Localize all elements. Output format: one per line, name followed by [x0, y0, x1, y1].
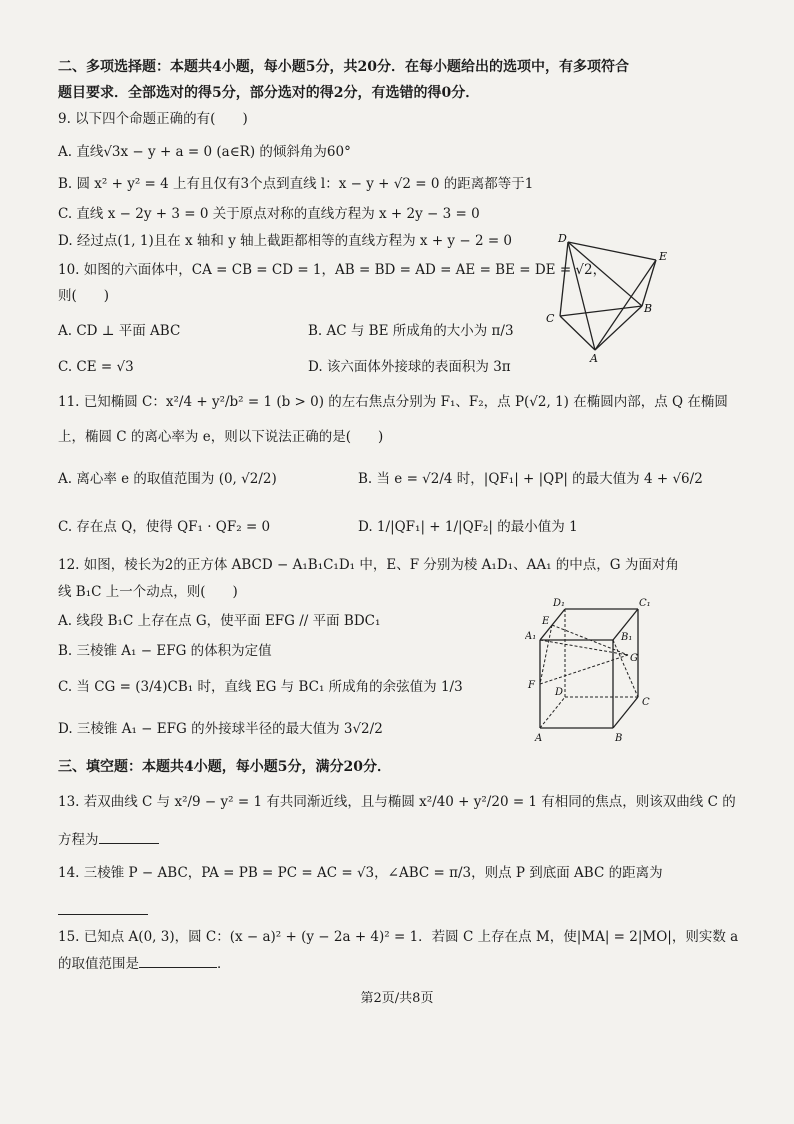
label-d1: D₁	[553, 598, 566, 609]
q14-answer-blank[interactable]	[58, 900, 148, 915]
label-a: A	[590, 352, 598, 365]
edge-a-d	[540, 697, 565, 728]
q12-cube-figure	[525, 595, 665, 745]
label-f: F	[528, 680, 535, 691]
q13-stem-line2	[58, 831, 159, 849]
q10-option-a: A. CD ⊥ 平面 ABC	[58, 323, 181, 339]
section2-heading-line2: 题目要求．全部选对的得5分，部分选对的得2分，有选错的得0分．	[58, 85, 480, 101]
q13-stem-line1: 13. 若双曲线 C 与 x²/9 − y² = 1 有共同渐近线，且与椭圆 x²/40 + y²/20 = 1 有相同的焦点，则该双曲线 C 的	[58, 794, 736, 810]
q15-stem-line1: 15. 已知点 A(0, 3)，圆 C：(x − a)² + (y − 2a + 4)² = 1．若圆 C 上存在点 M，使|MA| = 2|MO|，则实数 a	[58, 929, 739, 945]
label-e: E	[659, 250, 668, 263]
label-e: E	[542, 616, 550, 627]
q12-stem-line2: 线 B₁C 上一个动点，则( )	[58, 584, 238, 600]
label-b: B	[644, 302, 653, 315]
q9-option-d: D. 经过点(1, 1)且在 x 轴和 y 轴上截距都相等的直线方程为 x + y − 2 = 0	[58, 233, 513, 249]
seg-e-f	[540, 625, 552, 684]
label-c: C	[642, 697, 650, 708]
q12-stem-line1: 12. 如图，棱长为2的正方体 ABCD − A₁B₁C₁D₁ 中，E、F 分别为棱 A₁D₁、AA₁ 的中点，G 为面对角	[58, 557, 679, 573]
diag-b1-c	[613, 640, 638, 697]
q10-hexahedron-figure	[540, 230, 680, 365]
q14-answer-line	[58, 900, 148, 920]
edge-ca	[560, 316, 595, 350]
q15-answer-blank[interactable]	[139, 967, 217, 968]
q12-option-c: C. 当 CG = (3/4)CB₁ 时，直线 EG 与 BC₁ 所成角的余弦值为 1/3	[58, 679, 463, 695]
q10-stem-line2: 则( )	[58, 288, 110, 304]
q12-option-b: B. 三棱锥 A₁ − EFG 的体积为定值	[58, 643, 272, 659]
q12-option-a: A. 线段 B₁C 上存在点 G，使平面 EFG // 平面 BDC₁	[58, 613, 381, 629]
edge-eb	[642, 260, 656, 306]
q12-option-d: D. 三棱锥 A₁ − EFG 的外接球半径的最大值为 3√2/2	[58, 721, 383, 737]
q15-stem-line2	[58, 955, 231, 973]
q14-stem: 14. 三棱锥 P − ABC，PA = PB = PC = AC = √3，∠ABC = π/3，则点 P 到底面 ABC 的距离为	[58, 865, 663, 881]
q9-option-c: C. 直线 x − 2y + 3 = 0 关于原点对称的直线方程为 x + 2y − 3 = 0	[58, 206, 480, 222]
edge-de	[568, 242, 656, 260]
label-b1: B₁	[621, 632, 633, 643]
q9-option-b: B. 圆 x² + y² = 4 上有且仅有3个点到直线 l：x − y + √2 = 0 的距离都等于1	[58, 176, 534, 192]
edge-db	[568, 242, 642, 306]
q11-stem-line2: 上，椭圆 C 的离心率为 e，则以下说法正确的是( )	[58, 429, 384, 445]
label-b: B	[615, 733, 623, 744]
q11-stem-line1: 11. 已知椭圆 C：x²/4 + y²/b² = 1 (b > 0) 的左右焦点分别为 F₁、F₂，点 P(√2, 1) 在椭圆内部，点 Q 在椭圆	[58, 394, 728, 410]
q11-option-a: A. 离心率 e 的取值范围为 (0, √2/2)	[58, 471, 277, 487]
q10-option-d: D. 该六面体外接球的表面积为 3π	[308, 359, 511, 375]
q11-option-d: D. 1/|QF₁| + 1/|QF₂| 的最小值为 1	[358, 519, 578, 535]
q9-stem: 9. 以下四个命题正确的有( )	[58, 111, 248, 127]
section2-heading-line1: 二、多项选择题：本题共4小题，每小题5分，共20分．在每小题给出的选项中，有多项符合	[58, 59, 629, 75]
q13-label: 方程为	[58, 832, 99, 848]
edge-dc	[560, 242, 568, 316]
edge-ab	[595, 306, 642, 350]
q11-option-c: C. 存在点 Q，使得 QF₁ · QF₂ = 0	[58, 519, 271, 535]
q10-option-c: C. CE = √3	[58, 359, 134, 375]
edge-cb	[560, 306, 642, 316]
label-a: A	[535, 733, 543, 744]
q15-period: ．	[217, 956, 231, 972]
page-footer: 第2页/共8页	[360, 991, 434, 1006]
q9-option-a: A. 直线√3x − y + a = 0 (a∈R) 的倾斜角为60°	[58, 144, 351, 160]
seg-f-g	[540, 655, 628, 684]
label-g: G	[630, 653, 638, 664]
label-d: D	[558, 232, 567, 245]
label-c1: C₁	[639, 598, 651, 609]
q10-option-b: B. AC 与 BE 所成角的大小为 π/3	[308, 323, 514, 339]
section3-heading: 三、填空题：本题共4小题，每小题5分，满分20分．	[58, 759, 391, 775]
q15-label: 的取值范围是	[58, 956, 139, 972]
edge-da	[568, 242, 595, 350]
label-a1: A₁	[525, 631, 537, 642]
q10-stem-line1: 10. 如图的六面体中，CA = CB = CD = 1，AB = BD = AD = AE = BE = DE = √2，	[58, 262, 607, 278]
label-d: D	[555, 687, 564, 698]
q11-option-b: B. 当 e = √2/4 时，|QF₁| + |QP| 的最大值为 4 + √6/2	[358, 471, 703, 487]
q13-answer-blank[interactable]	[99, 843, 159, 844]
edge-b-c	[613, 697, 638, 728]
label-c: C	[546, 312, 555, 325]
seg-a1-g	[540, 640, 628, 655]
